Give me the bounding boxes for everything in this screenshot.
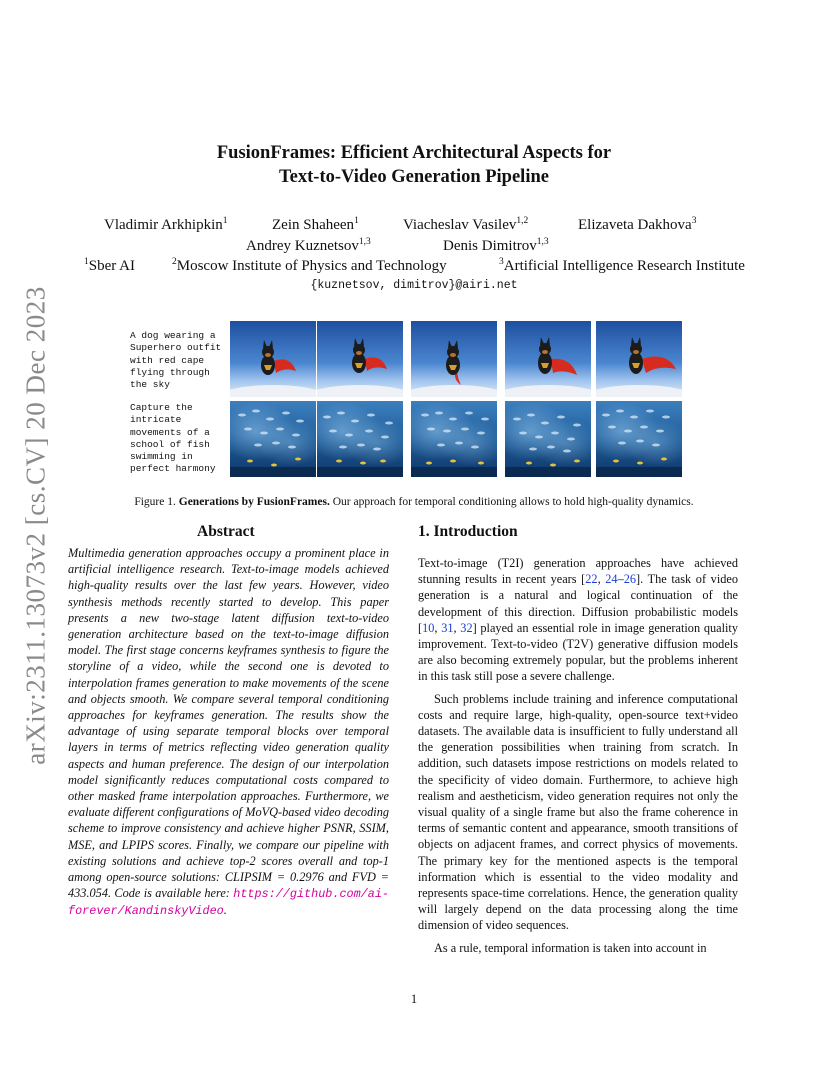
introduction-heading: 1. Introduction [418,523,518,540]
page-number: 1 [410,992,418,1006]
dog-illustration [411,321,497,397]
dog-illustration [230,321,316,397]
abstract-body: Multimedia generation approaches occupy a prominent place in artificial intelligence research. Text-to-image models achieved high-quality results over the last few years. However, video synthesis methods recently started to develop. This paper presents a new two-stage latent diffusion text-to-video generation architecture based on the text-to-image diffusion model. The first stage concerns keyframes synthesis to figure the storyline of a video, while the second one is devoted to interpolation frames generation to make movements of the scene and objects smooth. We compare several temporal conditioning approaches for keyframes generation. The results show the advantage of using separate temporal blocks over temporal layers in terms of metrics reflecting video generation quality aspects and human preference. The design of our interpolation model significantly reduces computational costs compared to other masked frame interpolation approaches. Furthermore, we evaluate different configurations of MoVQ-based video decoding scheme to improve consistency and achieve higher PSNR, SSIM, MSE, and LPIPS scores. Finally, we compare our pipeline with existing solutions and achieve top-2 scores overall and top-1 among open-source solutions: CLIPSIM = 0.2976 and FVD = 433.054. Code is available here: https://github.com/ai-forever/KandinskyVideo. [68,546,389,919]
intro-paragraph-2: Such problems include training and inference computational costs and require large, high-quality, open-source text+video datasets. The available data is insufficient to fully understand all the generation possibilities when training from scratch. In addition, such datasets impose restrictions on models related to the specificity of video domain. Furthermore, to achieve high realism and aestheticism, video generation requires not only the visual quality of a single frame but also the frame coherence in terms of semantic content and appearance, smooth transitions of objects on adjacent frames, and correct physics of movements. The primary key for the mentioned aspects is the temporal information which is essential to the video modality and represents space-time correlations. Hence, the generation quality will largely depend on the data processing along the time dimension of video sequences. [418,691,738,933]
citation-link[interactable]: 32 [460,620,473,635]
fish-school-illustration [230,401,316,477]
citation-link[interactable]: 31 [441,620,454,635]
figure-prompt-dog: A dog wearing a Superhero outfit with red cape flying through the sky [130,330,222,391]
fish-school-illustration [411,401,497,477]
fish-school-illustration [505,401,591,477]
citation-link[interactable]: 22 [585,572,598,587]
dog-frame-1 [230,321,316,397]
author: Viacheslav Vasilev$^{1,2}$ [403,216,529,233]
title-line-1: FusionFrames: Efficient Architectural Aspects for [216,143,612,163]
introduction-body [418,555,738,956]
fish-school-illustration [596,401,682,477]
citation-link[interactable]: 10 [422,620,435,635]
author: Denis Dimitrov$^{1,3}$ [443,237,549,254]
author: Elizaveta Dakhova$^3$ [578,216,697,233]
intro-paragraph-3: As a rule, temporal information is taken into account in [434,940,707,955]
author: Andrey Kuznetsov$^{1,3}$ [246,237,371,254]
dog-illustration [596,321,682,397]
author: Zein Shaheen$^1$ [272,216,359,233]
dog-frame-2 [317,321,403,397]
dog-illustration [505,321,591,397]
fish-frame-3 [411,401,497,477]
affiliation: $^2$Moscow Institute of Physics and Technology [172,257,447,274]
paper-title [0,141,828,189]
fish-frame-2 [317,401,403,477]
dog-frame-5 [596,321,682,397]
affiliation: $^3$Artificial Intelligence Research Institute [499,257,745,274]
contact-email: {kuznetsov, dimitrov}@airi.net [310,279,518,292]
author: Vladimir Arkhipkin$^1$ [104,216,228,233]
intro-paragraph-1: Text-to-image (T2I) generation approaches have achieved stunning results in recent years [22, 24–26]. The task of video generation is a natural and logical continuation of the development of this direction. Diffusion probabilistic models [10, 31, 32] played an essential role in image generation quality improvement. Text-to-video (T2V) generative diffusion models are also becoming extremely popular, but the problems inherent in this task still pose a severe challenge. [418,556,738,684]
affiliation: $^1$Sber AI [84,257,135,274]
title-line-2: Text-to-Video Generation Pipeline [279,167,549,187]
dog-frame-3 [411,321,497,397]
figure-1 [0,318,828,488]
citation-link[interactable]: 26 [623,572,637,587]
fish-school-illustration [317,401,403,477]
fish-frame-1 [230,401,316,477]
dog-illustration [317,321,403,397]
fish-frame-5 [596,401,682,477]
figure-prompt-fish: Capture the intricate movements of a school of fish swimming in perfect harmony [130,402,216,475]
fish-frame-4 [505,401,591,477]
figure-caption: Figure 1. Generations by FusionFrames. Our approach for temporal conditioning allows to hold high-quality dynamics. [134,496,694,508]
dog-frame-4 [505,321,591,397]
code-link[interactable]: https://github.com/ai-forever/KandinskyVideo [68,887,389,919]
abstract-heading: Abstract [197,523,255,540]
citation-link[interactable]: 24 [605,572,618,587]
arxiv-stamp: arXiv:2311.13073v2 [cs.CV] 20 Dec 2023 [20,285,51,765]
